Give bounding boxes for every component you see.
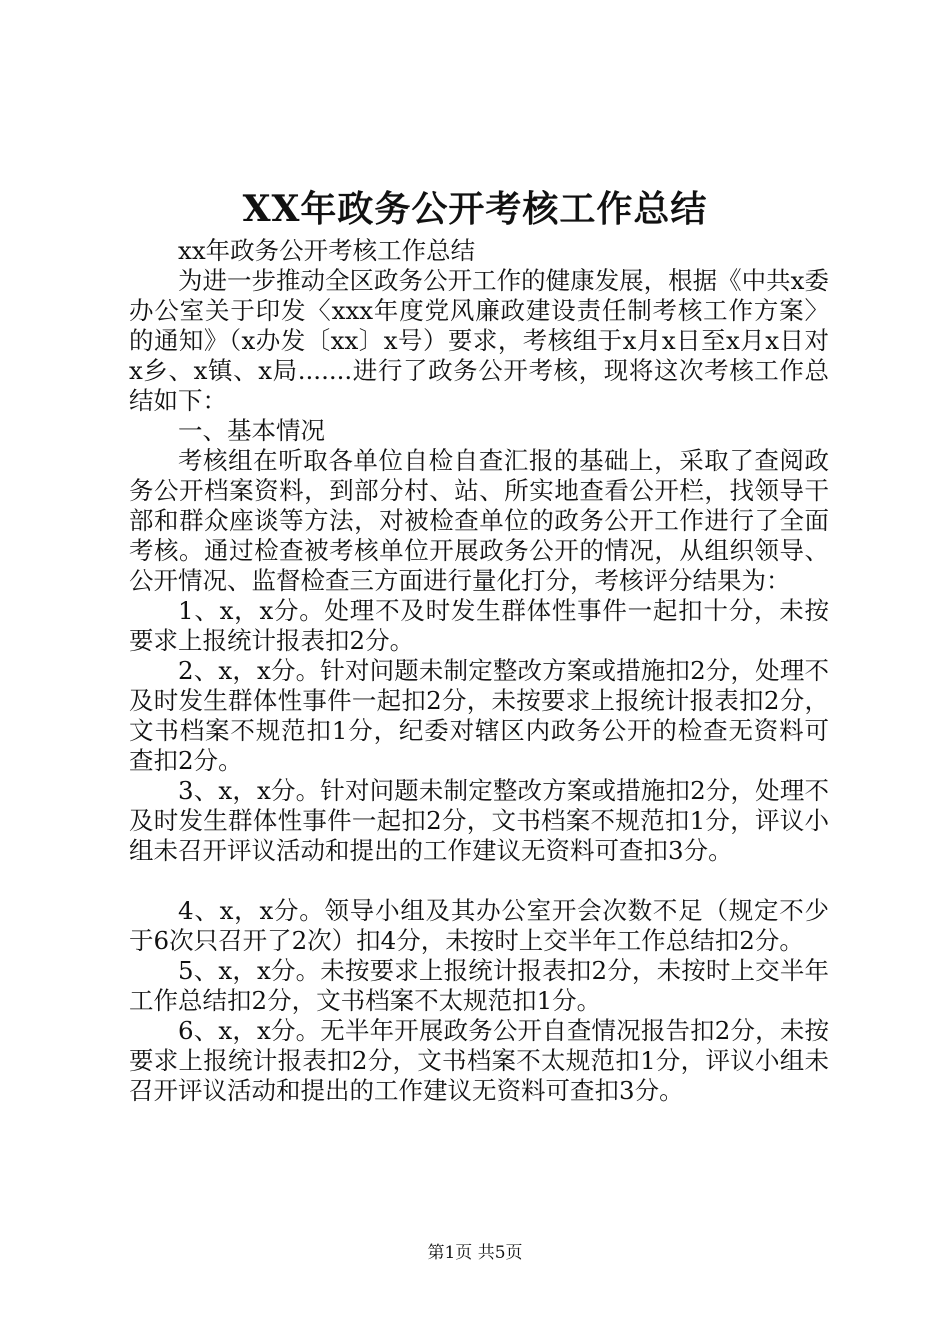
intro-paragraph: 为进一步推动全区政务公开工作的健康发展，根据《中共x委办公室关于印发〈xxx年度党风廉政建设责任制考核工作方案〉的通知》（x办发〔xx〕x号）要求，考核组于x月x日至x月x日对x乡、x镇、x局.......进行了政务公开考核，现将这次考核工作总结如下： bbox=[129, 266, 829, 415]
score-item-4: 4、x，x分。领导小组及其办公室开会次数不足（规定不少于6次只召开了2次）扣4分，未按时上交半年工作总结扣2分。 bbox=[129, 896, 829, 955]
document-title: XX年政务公开考核工作总结 bbox=[242, 188, 708, 230]
paragraph-gap bbox=[129, 866, 829, 896]
score-item-6: 6、x，x分。无半年开展政务公开自查情况报告扣2分，未按要求上报统计报表扣2分，文书档案不太规范扣1分，评议小组未召开评议活动和提出的工作建议无资料可查扣3分。 bbox=[129, 1016, 829, 1105]
subtitle-paragraph: xx年政务公开考核工作总结 bbox=[178, 236, 476, 265]
section-heading: 一、基本情况 bbox=[178, 416, 325, 445]
score-item-2: 2、x，x分。针对问题未制定整改方案或措施扣2分，处理不及时发生群体性事件一起扣2分，未按要求上报统计报表扣2分，文书档案不规范扣1分，纪委对辖区内政务公开的检查无资料可查扣2分。 bbox=[129, 656, 829, 775]
score-item-5: 5、x，x分。未按要求上报统计报表扣2分，未按时上交半年工作总结扣2分，文书档案不太规范扣1分。 bbox=[129, 956, 829, 1015]
score-item-3: 3、x，x分。针对问题未制定整改方案或措施扣2分，处理不及时发生群体性事件一起扣2分，文书档案不规范扣1分，评议小组未召开评议活动和提出的工作建议无资料可查扣3分。 bbox=[129, 776, 829, 865]
overview-paragraph: 考核组在听取各单位自检自查汇报的基础上，采取了查阅政务公开档案资料，到部分村、站、所实地查看公开栏，找领导干部和群众座谈等方法，对被检查单位的政务公开工作进行了全面考核。通过检查被考核单位开展政务公开的情况，从组织领导、公开情况、监督检查三方面进行量化打分，考核评分结果为： bbox=[129, 446, 829, 595]
page-footer: 第1页 共5页 bbox=[427, 1243, 523, 1263]
document-body bbox=[129, 236, 829, 1106]
score-item-1: 1、x，x分。处理不及时发生群体性事件一起扣十分，未按要求上报统计报表扣2分。 bbox=[129, 596, 829, 655]
